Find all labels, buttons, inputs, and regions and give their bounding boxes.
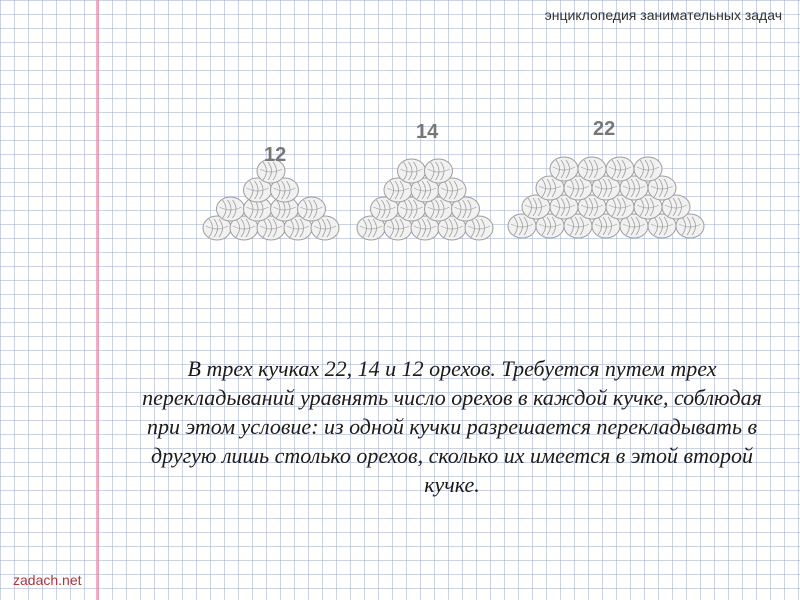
nut-icon: [217, 197, 245, 221]
pile-label-12: 12: [264, 144, 287, 166]
nut-icon: [634, 157, 662, 181]
nut-icon: [578, 157, 606, 181]
pile-label-22: 22: [593, 118, 616, 140]
nut-piles-illustration: [0, 0, 800, 260]
site-link[interactable]: zadach.net: [13, 572, 82, 588]
site-title: энциклопедия занимательных задач: [544, 7, 782, 23]
pile-label-14: 14: [416, 121, 439, 143]
nut-icon: [606, 157, 634, 181]
nut-icon: [425, 159, 453, 183]
nut-icon: [550, 157, 578, 181]
problem-text: В трех кучках 22, 14 и 12 орехов. Требуется путем трех перекладываний уравнять число орехов в каждой кучке, соблюдая при этом условие: из одной кучки разрешается перекладывать в другую лишь столько орехов, сколько их имеется в этой второй кучке.: [142, 356, 762, 497]
nut-icon: [398, 159, 426, 183]
nut-icon: [298, 197, 326, 221]
